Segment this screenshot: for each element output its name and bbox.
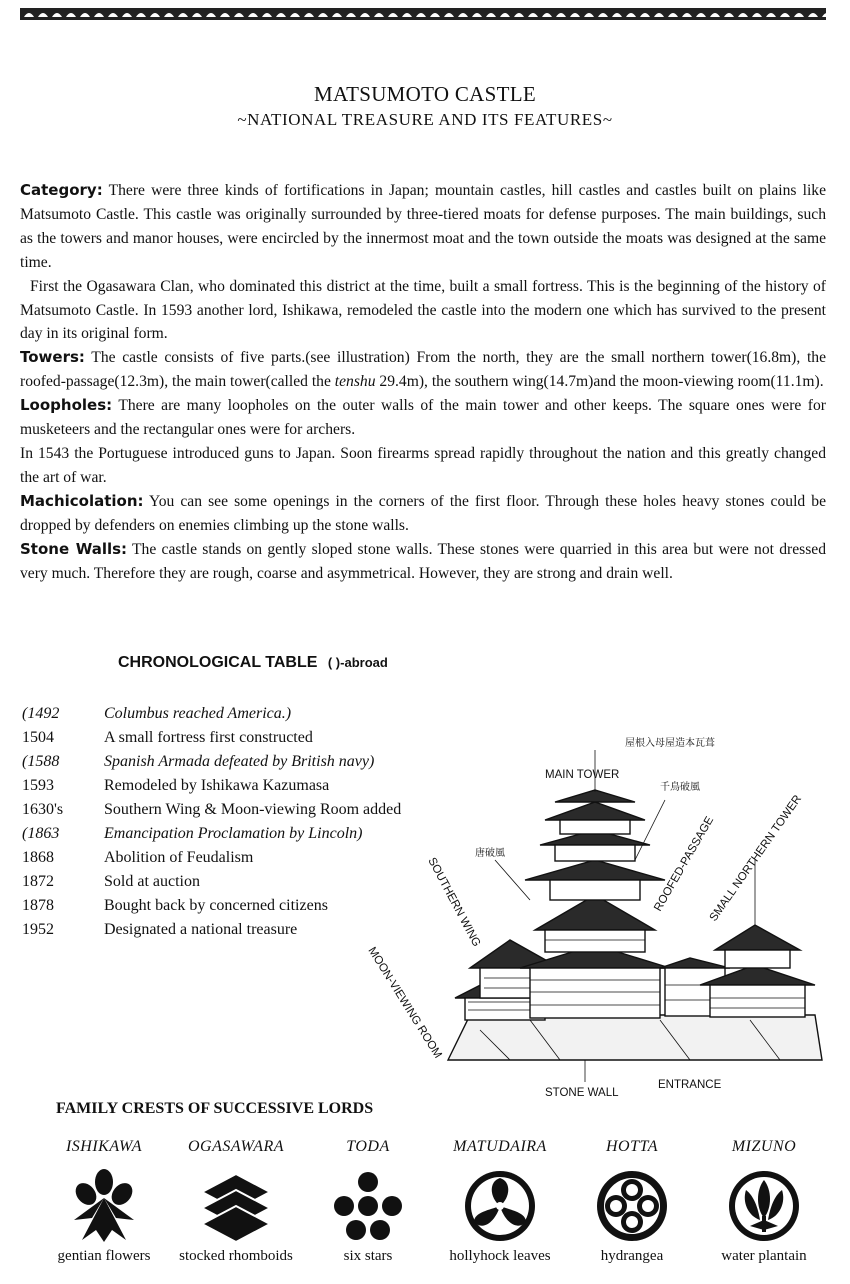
chronology-year: 1872 <box>22 873 54 890</box>
chronology-year: 1878 <box>22 897 54 914</box>
chronology-year: 1593 <box>22 777 54 794</box>
crest-name: TODA <box>346 1138 390 1155</box>
chronology-year: (1863 <box>22 825 60 842</box>
crest-name: OGASAWARA <box>187 1138 285 1155</box>
chronology-event: A small fortress first constructed <box>104 729 313 746</box>
crest-name: ISHIKAWA <box>65 1138 143 1155</box>
chronology-event: Emancipation Proclamation by Lincoln) <box>104 825 363 842</box>
chronology-event: Sold at auction <box>104 873 200 890</box>
chronology-year: 1952 <box>22 921 54 938</box>
towers-text-b: 29.4m), the southern wing(14.7m)and the moon-viewing room(11.1m). <box>375 373 824 391</box>
stone-wall-label: STONE WALL <box>545 1087 619 1099</box>
crest-hotta <box>562 1138 702 1264</box>
crest-name: MATUDAIRA <box>453 1138 547 1155</box>
chronology-event: Abolition of Feudalism <box>104 849 254 866</box>
chronology-event: Designated a national treasure <box>104 921 298 938</box>
chronology-event: Columbus reached America.) <box>104 705 292 722</box>
stone-walls-text: The castle stands on gently sloped stone walls. These stones were quarried in this area but were not dressed very much. Therefore they are rough, coarse and asymmetrical. However, they are strong and drain well. <box>20 540 826 582</box>
crest-description: hydrangea <box>600 1248 664 1264</box>
six-stars-crest-icon <box>328 1168 408 1244</box>
crest-description: six stars <box>343 1248 393 1264</box>
category-paragraph <box>20 179 826 275</box>
water-plantain-crest-icon <box>724 1168 804 1244</box>
hollyhock-crest-icon <box>460 1168 540 1244</box>
crest-description: gentian flowers <box>57 1248 151 1264</box>
kara-hafu-label: 唐破風 <box>475 848 505 859</box>
chronology-title: CHRONOLOGICAL TABLE <box>118 654 318 671</box>
chronology-event: Bought back by concerned citizens <box>104 897 328 914</box>
history-paragraph: First the Ogasawara Clan, who dominated this district at the time, built a small fortress. This is the beginning of the history of Matsumoto Castle. In 1593 another lord, Ishikawa, remodeled the castle into the modern one which has survived to the present day in its original form. <box>20 277 826 343</box>
crest-description: stocked rhomboids <box>179 1248 293 1264</box>
crest-matudaira <box>430 1138 570 1264</box>
crest-name: HOTTA <box>606 1138 658 1155</box>
chidori-hafu-label: 千鳥破風 <box>660 782 700 793</box>
chronology-heading <box>118 654 388 672</box>
loopholes-paragraph <box>20 394 826 442</box>
rhomboid-crest-icon <box>196 1168 276 1244</box>
crest-name: MIZUNO <box>731 1138 797 1155</box>
loopholes-text: There are many loopholes on the outer walls of the main tower and other keeps. The square ones were for musketeers and the rectangular ones were for archers. <box>20 397 826 439</box>
page-title: MATSUMOTO CASTLE <box>313 82 537 106</box>
chronology-event: Spanish Armada defeated by British navy) <box>104 753 375 770</box>
crests-heading: FAMILY CRESTS OF SUCCESSIVE LORDS <box>56 1100 374 1117</box>
machicolation-text: You can see some openings in the corners of the first floor. Through these holes heavy stones could be dropped by defenders on enemies climbing up the stone walls. <box>20 492 826 534</box>
small-northern-tower-label: SMALL NORTHERN TOWER <box>707 793 805 924</box>
firearms-paragraph: In 1543 the Portuguese introduced guns to Japan. Soon firearms spread rapidly throughout the nation and this greatly changed the art of war. <box>20 444 826 486</box>
category-text: There were three kinds of fortifications in Japan; mountain castles, hill castles and castles built on plains like Matsumoto Castle. This castle was originally surrounded by three-tiered moats for defense purposes. The main buildings, such as the towers and manor houses, were encircled by the innermost moat and the town outside the moats was designed at the same time. <box>20 182 826 271</box>
chronology-year: 1504 <box>22 729 54 746</box>
decorative-border <box>20 8 826 20</box>
crest-description: hollyhock leaves <box>449 1248 551 1264</box>
article-body <box>20 179 826 585</box>
castle-illustration <box>360 730 830 1100</box>
chronology-event: Southern Wing & Moon-viewing Room added <box>104 801 402 818</box>
chronology-note: ( )-abroad <box>327 655 388 670</box>
machicolation-paragraph <box>20 490 826 538</box>
hydrangea-crest-icon <box>592 1168 672 1244</box>
chronology-year: (1588 <box>22 753 60 770</box>
stone-wall-base <box>448 1015 822 1060</box>
chronology-year: 1630's <box>22 801 64 818</box>
towers-tenshu: tenshu <box>334 373 376 391</box>
entrance-label: ENTRANCE <box>658 1079 722 1091</box>
moon-viewing-room-label: MOON-VIEWING ROOM <box>365 945 444 1061</box>
roofed-passage-label: ROOFED-PASSAGE <box>652 814 717 914</box>
crest-mizuno <box>694 1138 834 1264</box>
roof-label-jp: 屋根入母屋造本瓦葺 <box>625 738 715 749</box>
towers-text-a: The castle consists of five parts.(see illustration) From the north, they are the small northern tower(16.8m), the roofed-passage(12.3m), the main tower(called the <box>20 349 826 391</box>
towers-paragraph <box>20 346 826 394</box>
page-subtitle: ~NATIONAL TREASURE AND ITS FEATURES~ <box>237 110 613 129</box>
gentian-crest-icon <box>64 1168 144 1244</box>
southern-wing-label: SOUTHERN WING <box>425 855 483 949</box>
towers-heading: Towers: <box>20 348 85 367</box>
chronology-event: Remodeled by Ishikawa Kazumasa <box>104 777 330 794</box>
loopholes-heading: Loopholes: <box>20 396 113 415</box>
crest-ishikawa <box>34 1138 174 1264</box>
crest-ogasawara <box>166 1138 306 1264</box>
machicolation-heading: Machicolation: <box>20 491 144 510</box>
stone-walls-heading: Stone Walls: <box>20 539 128 558</box>
category-heading: Category: <box>20 181 103 199</box>
chronology-year: 1868 <box>22 849 54 866</box>
chronology-year: (1492 <box>22 705 60 722</box>
main-tower-label: MAIN TOWER <box>545 769 620 781</box>
main-tower-building <box>520 790 670 1018</box>
crest-toda <box>298 1138 438 1264</box>
stone-walls-paragraph <box>20 538 826 586</box>
crest-description: water plantain <box>721 1248 807 1264</box>
